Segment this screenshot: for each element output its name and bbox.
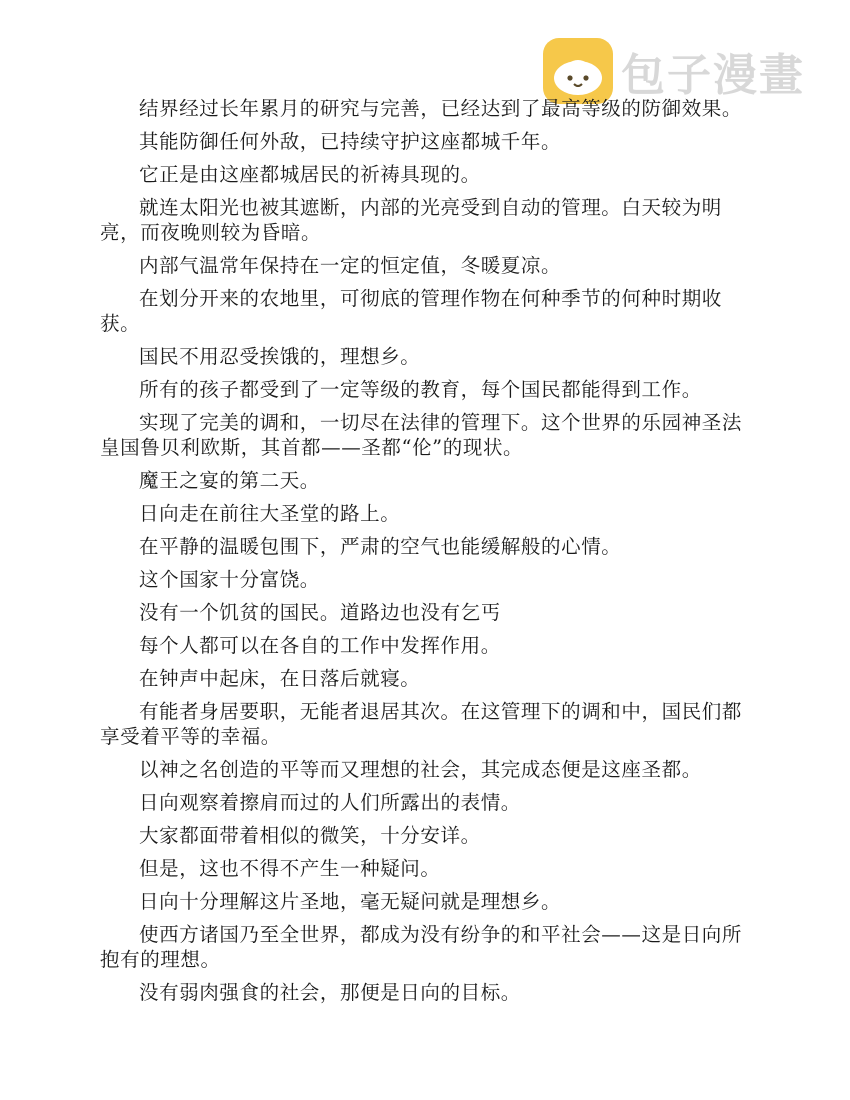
paragraph: 内部气温常年保持在一定的恒定值，冬暖夏凉。 xyxy=(139,254,562,277)
paragraph: 在平静的温暖包围下，严肃的空气也能缓解般的心情。 xyxy=(139,535,622,558)
paragraph: 但是，这也不得不产生一种疑问。 xyxy=(139,857,441,880)
paragraph: 在划分开来的农地里，可彻底的管理作物在何种季节的何种时期收获。 xyxy=(100,287,722,335)
paragraph: 没有弱肉强食的社会，那便是日向的目标。 xyxy=(139,981,521,1004)
paragraph: 大家都面带着相似的微笑，十分安详。 xyxy=(139,824,481,847)
paragraph: 日向十分理解这片圣地，毫无疑问就是理想乡。 xyxy=(139,890,562,913)
paragraph: 每个人都可以在各自的工作中发挥作用。 xyxy=(139,634,501,657)
paragraph: 结界经过长年累月的研究与完善，已经达到了最高等级的防御效果。 xyxy=(139,97,743,120)
paragraph: 日向观察着擦肩而过的人们所露出的表情。 xyxy=(139,791,521,814)
paragraph: 实现了完美的调和，一切尽在法律的管理下。这个世界的乐园神圣法皇国鲁贝利欧斯，其首都——圣都“伦”的现状。 xyxy=(100,411,743,459)
paragraph: 以神之名创造的平等而又理想的社会，其完成态便是这座圣都。 xyxy=(139,758,702,781)
paragraph: 它正是由这座都城居民的祈祷具现的。 xyxy=(139,163,481,186)
watermark-text: 包子漫畫 xyxy=(621,50,805,101)
paragraph: 魔王之宴的第二天。 xyxy=(139,469,320,492)
paragraph: 没有一个饥贫的国民。道路边也没有乞丐 xyxy=(139,601,501,624)
paragraph: 其能防御任何外敌，已持续守护这座都城千年。 xyxy=(139,130,562,153)
bun-logo-icon xyxy=(543,38,613,104)
paragraph: 所有的孩子都受到了一定等级的教育，每个国民都能得到工作。 xyxy=(139,378,702,401)
paragraph: 日向走在前往大圣堂的路上。 xyxy=(139,502,401,525)
paragraph: 就连太阳光也被其遮断，内部的光亮受到自动的管理。白天较为明亮，而夜晚则较为昏暗。 xyxy=(100,196,722,244)
paragraph: 使西方诸国乃至全世界，都成为没有纷争的和平社会——这是日向所抱有的理想。 xyxy=(100,923,743,971)
paragraph: 这个国家十分富饶。 xyxy=(139,568,320,591)
paragraph: 在钟声中起床，在日落后就寝。 xyxy=(139,667,421,690)
paragraph: 有能者身居要职，无能者退居其次。在这管理下的调和中，国民们都享受着平等的幸福。 xyxy=(100,700,743,748)
paragraph: 国民不用忍受挨饿的，理想乡。 xyxy=(139,345,421,368)
text-body xyxy=(100,96,750,1013)
